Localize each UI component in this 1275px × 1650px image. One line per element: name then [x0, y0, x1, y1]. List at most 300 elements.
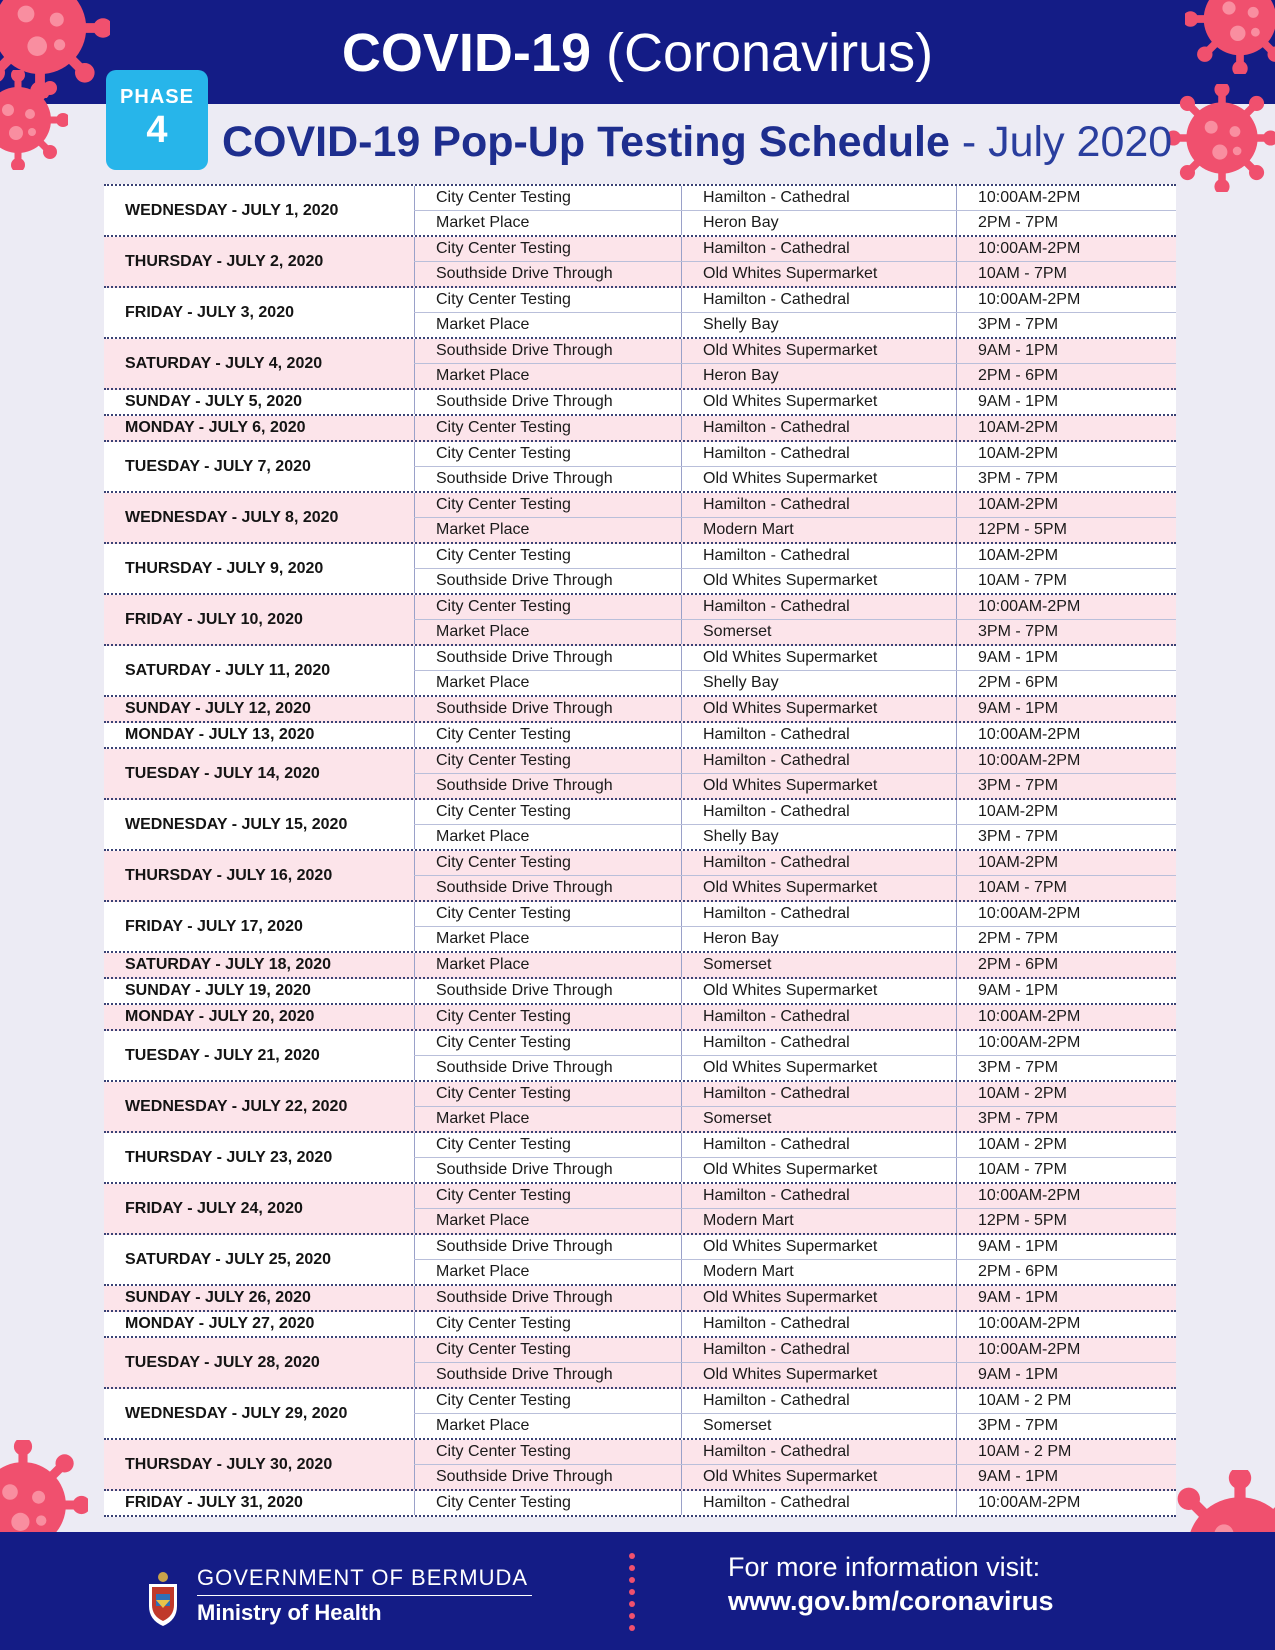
testing-site-name: City Center Testing — [414, 493, 681, 517]
day-slots — [414, 1133, 1176, 1182]
day-slots — [414, 902, 1176, 951]
day-block — [104, 953, 1176, 979]
testing-location: Old Whites Supermarket — [681, 569, 956, 593]
testing-site-name: Market Place — [414, 620, 681, 644]
testing-hours: 9AM - 1PM — [956, 979, 1176, 1003]
testing-location: Hamilton - Cathedral — [681, 723, 956, 747]
table-row — [414, 875, 1176, 900]
testing-site-name: Southside Drive Through — [414, 1056, 681, 1080]
day-label: THURSDAY - JULY 2, 2020 — [125, 252, 324, 270]
testing-location: Heron Bay — [681, 927, 956, 951]
testing-site-name: Southside Drive Through — [414, 262, 681, 286]
day-slots — [414, 595, 1176, 644]
table-row — [414, 312, 1176, 337]
table-row — [414, 261, 1176, 286]
testing-location: Hamilton - Cathedral — [681, 1389, 956, 1413]
day-slots — [414, 1082, 1176, 1131]
day-slots — [414, 1184, 1176, 1233]
testing-site-name: Southside Drive Through — [414, 979, 681, 1003]
testing-site-name: City Center Testing — [414, 186, 681, 210]
table-row — [414, 1338, 1176, 1362]
testing-site-name: Southside Drive Through — [414, 569, 681, 593]
day-label: MONDAY - JULY 20, 2020 — [125, 1008, 315, 1025]
testing-hours: 10:00AM-2PM — [956, 1338, 1176, 1362]
table-row — [414, 517, 1176, 542]
day-block — [104, 1389, 1176, 1440]
day-label: FRIDAY - JULY 3, 2020 — [125, 303, 294, 321]
table-row — [414, 851, 1176, 875]
testing-hours: 10:00AM-2PM — [956, 1312, 1176, 1336]
day-label: SUNDAY - JULY 12, 2020 — [125, 700, 311, 717]
day-slots — [414, 544, 1176, 593]
testing-hours: 10AM-2PM — [956, 442, 1176, 466]
testing-location: Old Whites Supermarket — [681, 262, 956, 286]
testing-site-name: Southside Drive Through — [414, 467, 681, 491]
day-block — [104, 1133, 1176, 1184]
testing-site-name: Market Place — [414, 953, 681, 977]
testing-location: Modern Mart — [681, 518, 956, 542]
table-row — [414, 1464, 1176, 1489]
testing-site-name: City Center Testing — [414, 1338, 681, 1362]
day-label: WEDNESDAY - JULY 29, 2020 — [125, 1404, 348, 1422]
day-slots — [414, 1389, 1176, 1438]
testing-site-name: Market Place — [414, 1260, 681, 1284]
table-row — [414, 1082, 1176, 1106]
table-row — [414, 1106, 1176, 1131]
testing-location: Old Whites Supermarket — [681, 1363, 956, 1387]
testing-site-name: Southside Drive Through — [414, 697, 681, 721]
day-block — [104, 493, 1176, 544]
testing-site-name: City Center Testing — [414, 288, 681, 312]
day-slots — [414, 416, 1176, 440]
day-block — [104, 595, 1176, 646]
day-block — [104, 1235, 1176, 1286]
day-slots — [414, 442, 1176, 491]
testing-site-name: City Center Testing — [414, 1133, 681, 1157]
testing-site-name: Market Place — [414, 364, 681, 388]
day-block — [104, 1005, 1176, 1031]
phase-label: PHASE — [120, 86, 194, 108]
testing-location: Hamilton - Cathedral — [681, 288, 956, 312]
day-block — [104, 288, 1176, 339]
ministry-name: Ministry of Health — [197, 1600, 382, 1625]
testing-site-name: City Center Testing — [414, 1184, 681, 1208]
day-slots — [414, 390, 1176, 414]
day-label: THURSDAY - JULY 9, 2020 — [125, 559, 324, 577]
day-block — [104, 697, 1176, 723]
table-row — [414, 363, 1176, 388]
table-row — [414, 544, 1176, 568]
testing-site-name: City Center Testing — [414, 1440, 681, 1464]
testing-location: Old Whites Supermarket — [681, 774, 956, 798]
testing-hours: 2PM - 6PM — [956, 1260, 1176, 1284]
table-row — [414, 824, 1176, 849]
testing-site-name: Market Place — [414, 313, 681, 337]
testing-location: Hamilton - Cathedral — [681, 1133, 956, 1157]
testing-hours: 10AM-2PM — [956, 493, 1176, 517]
day-slots — [414, 1286, 1176, 1310]
testing-location: Old Whites Supermarket — [681, 979, 956, 1003]
testing-hours: 9AM - 1PM — [956, 1235, 1176, 1259]
table-row — [414, 619, 1176, 644]
day-slots — [414, 697, 1176, 721]
day-label: MONDAY - JULY 6, 2020 — [125, 419, 306, 436]
testing-site-name: City Center Testing — [414, 851, 681, 875]
testing-location: Modern Mart — [681, 1260, 956, 1284]
day-slots — [414, 851, 1176, 900]
table-row — [414, 237, 1176, 261]
day-block — [104, 1286, 1176, 1312]
day-slots — [414, 749, 1176, 798]
table-row — [414, 210, 1176, 235]
testing-site-name: Market Place — [414, 825, 681, 849]
testing-hours: 10:00AM-2PM — [956, 749, 1176, 773]
day-label: SUNDAY - JULY 19, 2020 — [125, 982, 311, 999]
testing-location: Shelly Bay — [681, 671, 956, 695]
schedule-title-bold: COVID-19 Pop-Up Testing Schedule — [222, 118, 950, 166]
testing-location: Hamilton - Cathedral — [681, 1031, 956, 1055]
testing-location: Old Whites Supermarket — [681, 467, 956, 491]
table-row — [414, 466, 1176, 491]
testing-hours: 2PM - 7PM — [956, 927, 1176, 951]
table-row — [414, 1184, 1176, 1208]
table-row — [414, 1491, 1176, 1515]
testing-hours: 10AM - 2 PM — [956, 1440, 1176, 1464]
phase-number: 4 — [146, 109, 168, 151]
day-label: FRIDAY - JULY 10, 2020 — [125, 610, 303, 628]
table-row — [414, 979, 1176, 1003]
testing-hours: 3PM - 7PM — [956, 1414, 1176, 1438]
day-block — [104, 1082, 1176, 1133]
testing-site-name: City Center Testing — [414, 416, 681, 440]
testing-hours: 10:00AM-2PM — [956, 1491, 1176, 1515]
testing-location: Hamilton - Cathedral — [681, 416, 956, 440]
testing-site-name: Southside Drive Through — [414, 774, 681, 798]
day-slots — [414, 1005, 1176, 1029]
day-label: WEDNESDAY - JULY 8, 2020 — [125, 508, 339, 526]
dotted-divider — [628, 1552, 636, 1636]
day-slots — [414, 723, 1176, 747]
day-label: SATURDAY - JULY 4, 2020 — [125, 354, 323, 372]
testing-location: Hamilton - Cathedral — [681, 800, 956, 824]
testing-hours: 9AM - 1PM — [956, 697, 1176, 721]
day-block — [104, 1031, 1176, 1082]
more-info-link[interactable]: www.gov.bm/coronavirus — [728, 1586, 1054, 1616]
testing-site-name: City Center Testing — [414, 1005, 681, 1029]
testing-location: Hamilton - Cathedral — [681, 442, 956, 466]
table-row — [414, 953, 1176, 977]
table-row — [414, 1055, 1176, 1080]
testing-hours: 10AM-2PM — [956, 416, 1176, 440]
coat-of-arms-icon — [143, 1570, 183, 1628]
testing-site-name: City Center Testing — [414, 1491, 681, 1515]
table-row — [414, 390, 1176, 414]
day-block — [104, 1338, 1176, 1389]
day-slots — [414, 1235, 1176, 1284]
testing-location: Somerset — [681, 1107, 956, 1131]
testing-hours: 3PM - 7PM — [956, 825, 1176, 849]
testing-hours: 2PM - 6PM — [956, 953, 1176, 977]
testing-location: Heron Bay — [681, 364, 956, 388]
table-row — [414, 749, 1176, 773]
day-block — [104, 390, 1176, 416]
table-row — [414, 568, 1176, 593]
day-block — [104, 544, 1176, 595]
main-title-light: (Coronavirus) — [606, 23, 934, 83]
testing-location: Hamilton - Cathedral — [681, 851, 956, 875]
testing-hours: 9AM - 1PM — [956, 1363, 1176, 1387]
testing-site-name: City Center Testing — [414, 749, 681, 773]
testing-site-name: Southside Drive Through — [414, 876, 681, 900]
table-row — [414, 339, 1176, 363]
testing-hours: 10:00AM-2PM — [956, 186, 1176, 210]
testing-site-name: Market Place — [414, 518, 681, 542]
testing-site-name: Market Place — [414, 1414, 681, 1438]
day-label: TUESDAY - JULY 21, 2020 — [125, 1046, 320, 1064]
table-row — [414, 1157, 1176, 1182]
testing-hours: 3PM - 7PM — [956, 774, 1176, 798]
table-row — [414, 1362, 1176, 1387]
testing-location: Hamilton - Cathedral — [681, 1440, 956, 1464]
testing-hours: 10:00AM-2PM — [956, 902, 1176, 926]
day-label: MONDAY - JULY 13, 2020 — [125, 726, 315, 743]
day-block — [104, 979, 1176, 1005]
testing-hours: 12PM - 5PM — [956, 1209, 1176, 1233]
day-slots — [414, 237, 1176, 286]
day-slots — [414, 800, 1176, 849]
day-label: TUESDAY - JULY 14, 2020 — [125, 764, 320, 782]
table-row — [414, 493, 1176, 517]
day-block — [104, 1312, 1176, 1338]
testing-hours: 3PM - 7PM — [956, 620, 1176, 644]
table-row — [414, 595, 1176, 619]
testing-location: Old Whites Supermarket — [681, 697, 956, 721]
day-label: SATURDAY - JULY 18, 2020 — [125, 956, 332, 973]
day-slots — [414, 186, 1176, 235]
testing-location: Hamilton - Cathedral — [681, 1338, 956, 1362]
testing-hours: 10AM - 7PM — [956, 262, 1176, 286]
testing-location: Somerset — [681, 620, 956, 644]
day-block — [104, 646, 1176, 697]
testing-location: Shelly Bay — [681, 313, 956, 337]
day-slots — [414, 646, 1176, 695]
testing-hours: 2PM - 7PM — [956, 211, 1176, 235]
testing-site-name: Southside Drive Through — [414, 1363, 681, 1387]
testing-hours: 9AM - 1PM — [956, 390, 1176, 414]
table-row — [414, 1440, 1176, 1464]
day-label: THURSDAY - JULY 30, 2020 — [125, 1455, 333, 1473]
table-row — [414, 1208, 1176, 1233]
testing-hours: 10AM - 7PM — [956, 1158, 1176, 1182]
table-row — [414, 186, 1176, 210]
testing-hours: 10AM - 7PM — [956, 569, 1176, 593]
testing-site-name: Market Place — [414, 927, 681, 951]
testing-hours: 2PM - 6PM — [956, 671, 1176, 695]
testing-location: Shelly Bay — [681, 825, 956, 849]
table-row — [414, 1259, 1176, 1284]
more-info-label: For more information visit: — [728, 1552, 1041, 1582]
day-slots — [414, 288, 1176, 337]
testing-hours: 3PM - 7PM — [956, 313, 1176, 337]
testing-hours: 10AM-2PM — [956, 800, 1176, 824]
day-block — [104, 723, 1176, 749]
testing-location: Hamilton - Cathedral — [681, 1184, 956, 1208]
testing-site-name: City Center Testing — [414, 800, 681, 824]
day-label: TUESDAY - JULY 7, 2020 — [125, 457, 311, 475]
testing-site-name: City Center Testing — [414, 237, 681, 261]
day-block — [104, 749, 1176, 800]
testing-location: Modern Mart — [681, 1209, 956, 1233]
testing-hours: 10AM - 2PM — [956, 1082, 1176, 1106]
testing-site-name: Market Place — [414, 1209, 681, 1233]
day-label: FRIDAY - JULY 31, 2020 — [125, 1494, 303, 1511]
table-row — [414, 697, 1176, 721]
day-slots — [414, 493, 1176, 542]
testing-location: Old Whites Supermarket — [681, 1158, 956, 1182]
testing-hours: 9AM - 1PM — [956, 1465, 1176, 1489]
testing-location: Old Whites Supermarket — [681, 1465, 956, 1489]
testing-site-name: Southside Drive Through — [414, 646, 681, 670]
testing-hours: 2PM - 6PM — [956, 364, 1176, 388]
day-label: SATURDAY - JULY 25, 2020 — [125, 1250, 332, 1268]
day-slots — [414, 1338, 1176, 1387]
day-block — [104, 184, 1176, 237]
testing-hours: 10AM-2PM — [956, 851, 1176, 875]
testing-location: Hamilton - Cathedral — [681, 749, 956, 773]
testing-location: Old Whites Supermarket — [681, 646, 956, 670]
table-row — [414, 902, 1176, 926]
day-slots — [414, 979, 1176, 1003]
table-row — [414, 926, 1176, 951]
day-block — [104, 902, 1176, 953]
testing-location: Hamilton - Cathedral — [681, 595, 956, 619]
table-row — [414, 723, 1176, 747]
testing-location: Hamilton - Cathedral — [681, 1005, 956, 1029]
testing-hours: 12PM - 5PM — [956, 518, 1176, 542]
testing-location: Hamilton - Cathedral — [681, 902, 956, 926]
table-row — [414, 442, 1176, 466]
day-block — [104, 851, 1176, 902]
day-label: FRIDAY - JULY 24, 2020 — [125, 1199, 303, 1217]
table-row — [414, 670, 1176, 695]
testing-hours: 10AM - 2 PM — [956, 1389, 1176, 1413]
testing-location: Old Whites Supermarket — [681, 390, 956, 414]
testing-location: Somerset — [681, 953, 956, 977]
day-label: SUNDAY - JULY 26, 2020 — [125, 1289, 311, 1306]
testing-hours: 3PM - 7PM — [956, 467, 1176, 491]
table-row — [414, 800, 1176, 824]
testing-site-name: Southside Drive Through — [414, 390, 681, 414]
testing-location: Old Whites Supermarket — [681, 1286, 956, 1310]
testing-location: Hamilton - Cathedral — [681, 493, 956, 517]
testing-hours: 10AM - 7PM — [956, 876, 1176, 900]
schedule-table — [104, 184, 1176, 1517]
day-label: SUNDAY - JULY 5, 2020 — [125, 393, 302, 410]
day-slots — [414, 1031, 1176, 1080]
day-label: FRIDAY - JULY 17, 2020 — [125, 917, 303, 935]
table-row — [414, 1286, 1176, 1310]
testing-location: Heron Bay — [681, 211, 956, 235]
testing-hours: 3PM - 7PM — [956, 1056, 1176, 1080]
table-row — [414, 646, 1176, 670]
day-label: WEDNESDAY - JULY 1, 2020 — [125, 201, 339, 219]
testing-location: Old Whites Supermarket — [681, 876, 956, 900]
testing-hours: 10:00AM-2PM — [956, 1005, 1176, 1029]
testing-site-name: City Center Testing — [414, 723, 681, 747]
day-slots — [414, 953, 1176, 977]
testing-location: Hamilton - Cathedral — [681, 1082, 956, 1106]
government-name: GOVERNMENT OF BERMUDA — [197, 1565, 529, 1590]
table-row — [414, 1389, 1176, 1413]
testing-site-name: City Center Testing — [414, 1082, 681, 1106]
testing-site-name: City Center Testing — [414, 544, 681, 568]
testing-location: Somerset — [681, 1414, 956, 1438]
testing-hours: 9AM - 1PM — [956, 339, 1176, 363]
main-title-bold: COVID-19 — [341, 23, 591, 83]
testing-hours: 9AM - 1PM — [956, 1286, 1176, 1310]
day-slots — [414, 1312, 1176, 1336]
day-label: THURSDAY - JULY 23, 2020 — [125, 1148, 333, 1166]
testing-site-name: Market Place — [414, 211, 681, 235]
testing-hours: 10:00AM-2PM — [956, 288, 1176, 312]
testing-site-name: Market Place — [414, 1107, 681, 1131]
day-block — [104, 800, 1176, 851]
testing-site-name: City Center Testing — [414, 1389, 681, 1413]
day-slots — [414, 339, 1176, 388]
day-block — [104, 237, 1176, 288]
day-label: WEDNESDAY - JULY 22, 2020 — [125, 1097, 348, 1115]
table-row — [414, 1235, 1176, 1259]
day-block — [104, 442, 1176, 493]
day-label: SATURDAY - JULY 11, 2020 — [125, 661, 331, 679]
testing-site-name: City Center Testing — [414, 1031, 681, 1055]
testing-hours: 3PM - 7PM — [956, 1107, 1176, 1131]
testing-hours: 10:00AM-2PM — [956, 595, 1176, 619]
schedule-title — [222, 114, 1172, 170]
phase-badge — [106, 70, 208, 170]
testing-site-name: Southside Drive Through — [414, 1158, 681, 1182]
day-label: WEDNESDAY - JULY 15, 2020 — [125, 815, 348, 833]
coronavirus-icon — [1168, 84, 1275, 192]
day-label: THURSDAY - JULY 16, 2020 — [125, 866, 333, 884]
day-block — [104, 339, 1176, 390]
testing-location: Old Whites Supermarket — [681, 1235, 956, 1259]
testing-location: Hamilton - Cathedral — [681, 186, 956, 210]
testing-location: Hamilton - Cathedral — [681, 1312, 956, 1336]
testing-hours: 10:00AM-2PM — [956, 723, 1176, 747]
day-block — [104, 1491, 1176, 1517]
table-row — [414, 773, 1176, 798]
schedule-title-month: - July 2020 — [961, 118, 1173, 166]
testing-site-name: Southside Drive Through — [414, 1286, 681, 1310]
day-block — [104, 1440, 1176, 1491]
testing-site-name: City Center Testing — [414, 1312, 681, 1336]
table-row — [414, 416, 1176, 440]
footer-divider — [197, 1595, 532, 1596]
table-row — [414, 1312, 1176, 1336]
testing-site-name: Southside Drive Through — [414, 1465, 681, 1489]
testing-location: Hamilton - Cathedral — [681, 544, 956, 568]
testing-location: Hamilton - Cathedral — [681, 237, 956, 261]
table-row — [414, 1005, 1176, 1029]
table-row — [414, 288, 1176, 312]
table-row — [414, 1133, 1176, 1157]
day-label: TUESDAY - JULY 28, 2020 — [125, 1353, 320, 1371]
testing-hours: 9AM - 1PM — [956, 646, 1176, 670]
testing-site-name: Southside Drive Through — [414, 1235, 681, 1259]
day-slots — [414, 1440, 1176, 1489]
testing-site-name: Southside Drive Through — [414, 339, 681, 363]
